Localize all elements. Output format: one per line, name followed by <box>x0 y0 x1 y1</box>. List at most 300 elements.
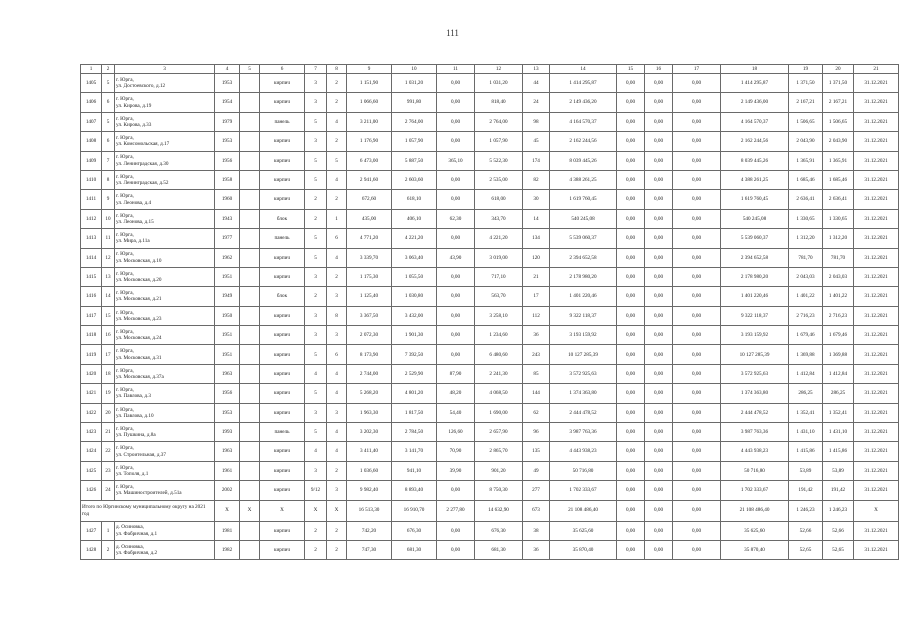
table-cell: 1 412,84 <box>789 364 823 383</box>
row-index-cell: 22 <box>102 442 115 461</box>
table-cell: 1 312,20 <box>789 229 823 248</box>
table-cell: 0,00 <box>673 403 721 422</box>
table-cell: 0,00 <box>673 190 721 209</box>
table-cell: 0,00 <box>645 170 673 189</box>
total-cell: Х <box>305 500 327 521</box>
table-cell: 0,00 <box>673 151 721 170</box>
table-cell: 0,00 <box>645 93 673 112</box>
table-cell <box>240 403 260 422</box>
table-cell: 31.12.2021 <box>854 345 899 364</box>
table-cell: 4 164 570,37 <box>550 112 617 131</box>
address-street: ул. Кирова, д.19 <box>116 102 152 109</box>
row-index-cell: 19 <box>102 384 115 403</box>
table-cell: 1993 <box>215 423 240 442</box>
row-index-cell: 15 <box>102 306 115 325</box>
table-cell: 1 312,20 <box>823 229 854 248</box>
table-cell: 36 <box>523 540 550 559</box>
table-cell: 5 <box>305 112 327 131</box>
address-locality: г. Юрга, <box>116 348 134 355</box>
table-cell: 818,40 <box>475 93 523 112</box>
table-cell: 540 245,08 <box>550 209 617 228</box>
row-index-cell: 11 <box>102 229 115 248</box>
address-cell <box>115 540 215 559</box>
table-cell: 1954 <box>215 93 240 112</box>
table-cell: 1951 <box>215 326 240 345</box>
address-cell <box>115 423 215 442</box>
table-cell: 1 679,46 <box>789 326 823 345</box>
table-cell: 1960 <box>215 190 240 209</box>
table-cell: кирпич <box>260 540 305 559</box>
table-cell: 14 <box>523 209 550 228</box>
table-cell: 3 193 159,92 <box>550 326 617 345</box>
table-cell: 4 443 938,23 <box>721 442 789 461</box>
table-cell: 53,89 <box>823 461 854 480</box>
row-number-cell: 1407 <box>81 112 102 131</box>
table-cell: 1 175,30 <box>347 267 392 286</box>
table-cell: 0,00 <box>617 74 645 93</box>
table-cell <box>240 132 260 151</box>
table-cell: 0,00 <box>437 345 475 364</box>
table-cell: 0,00 <box>437 326 475 345</box>
table-cell: 1 690,00 <box>475 403 523 422</box>
table-cell: 286,25 <box>789 384 823 403</box>
table-cell: 2 <box>327 93 347 112</box>
address-cell <box>115 345 215 364</box>
table-cell: 0,00 <box>645 326 673 345</box>
table-cell: 87,90 <box>437 364 475 383</box>
table-cell: 3 211,00 <box>347 112 392 131</box>
address-locality: г. Юрга, <box>116 328 134 335</box>
table-cell: 2 <box>327 267 347 286</box>
table-cell: 3 141,70 <box>392 442 437 461</box>
address-street: ул. Фабричная, д.2 <box>116 550 158 557</box>
row-number-cell: 1415 <box>81 267 102 286</box>
row-index-cell: 20 <box>102 403 115 422</box>
table-cell: 0,00 <box>617 209 645 228</box>
table-cell: 0,00 <box>437 287 475 306</box>
total-cell: Х <box>260 500 305 521</box>
table-cell: 0,00 <box>617 248 645 267</box>
row-index-cell: 14 <box>102 287 115 306</box>
table-cell: кирпич <box>260 384 305 403</box>
row-number-cell: 1409 <box>81 151 102 170</box>
address-locality: г. Юрга, <box>116 290 134 297</box>
table-cell: 1 371,50 <box>823 74 854 93</box>
table-cell: 0,00 <box>673 287 721 306</box>
column-number: 10 <box>392 65 437 74</box>
table-cell: 0,00 <box>617 306 645 325</box>
row-number-cell: 1406 <box>81 93 102 112</box>
address-street: ул. Леонова, д.4 <box>116 199 152 206</box>
table-cell: 3 <box>327 481 347 500</box>
table-cell: 1 374 363,80 <box>550 384 617 403</box>
table-cell: 126,60 <box>437 423 475 442</box>
table-cell: 1 365,91 <box>789 151 823 170</box>
table-cell: 2 603,60 <box>392 170 437 189</box>
table-cell: 1977 <box>215 229 240 248</box>
table-cell: 31.12.2021 <box>854 190 899 209</box>
table-cell: 0,00 <box>645 209 673 228</box>
table-cell: 4 164 570,37 <box>721 112 789 131</box>
table-cell: 0,00 <box>645 248 673 267</box>
row-number-cell: 1417 <box>81 306 102 325</box>
table-cell: 1 031,20 <box>392 74 437 93</box>
table-cell: 0,00 <box>617 132 645 151</box>
table-cell: 1 619 760,45 <box>550 190 617 209</box>
address-street: ул. Московская, д.21 <box>116 296 162 303</box>
table-cell: 1 352,41 <box>789 403 823 422</box>
table-cell: 8 750,30 <box>475 481 523 500</box>
table-cell: 0,00 <box>617 345 645 364</box>
table-cell: 2 043,03 <box>789 267 823 286</box>
column-number: 9 <box>347 65 392 74</box>
address-locality: г. Юрга, <box>116 115 134 122</box>
table-cell: 0,00 <box>673 423 721 442</box>
table-cell <box>240 423 260 442</box>
table-cell: 0,00 <box>437 93 475 112</box>
table-cell: 0,00 <box>617 190 645 209</box>
table-cell: 2 241,30 <box>475 364 523 383</box>
address-cell <box>115 248 215 267</box>
table-cell: 4 <box>305 364 327 383</box>
table-cell: 31.12.2021 <box>854 540 899 559</box>
table-cell: 35 870,40 <box>550 540 617 559</box>
table-cell: 3 258,10 <box>475 306 523 325</box>
table-cell: 747,30 <box>347 540 392 559</box>
table-cell: 8 039 445,26 <box>550 151 617 170</box>
table-cell: 0,00 <box>437 112 475 131</box>
row-number-cell: 1427 <box>81 521 102 540</box>
table-cell: 1963 <box>215 364 240 383</box>
table-cell: 45 <box>523 132 550 151</box>
table-cell: 243 <box>523 345 550 364</box>
table-cell: 0,00 <box>617 93 645 112</box>
address-locality: г. Юрга, <box>116 96 134 103</box>
table-cell <box>240 93 260 112</box>
column-number: 17 <box>673 65 721 74</box>
address-cell <box>115 442 215 461</box>
row-number-cell: 1426 <box>81 481 102 500</box>
table-cell <box>240 326 260 345</box>
table-cell: 4 388 261,25 <box>721 170 789 189</box>
table-cell: 2 394 652,58 <box>721 248 789 267</box>
table-cell: 681,30 <box>475 540 523 559</box>
table-cell: 1943 <box>215 209 240 228</box>
column-number: 21 <box>854 65 899 74</box>
table-cell: 30 <box>523 190 550 209</box>
column-number: 6 <box>260 65 305 74</box>
table-cell: 35 625,60 <box>550 521 617 540</box>
table-cell: 0,00 <box>437 481 475 500</box>
total-cell: Х <box>240 500 260 521</box>
table-cell: кирпич <box>260 93 305 112</box>
table-cell: 9 982,40 <box>347 481 392 500</box>
table-cell: 0,00 <box>617 540 645 559</box>
table-row <box>81 74 899 93</box>
total-cell: 0,00 <box>645 500 673 521</box>
table-cell: 0,00 <box>437 132 475 151</box>
table-cell: 0,00 <box>645 151 673 170</box>
row-number-cell: 1405 <box>81 74 102 93</box>
table-cell: 4 <box>327 442 347 461</box>
table-cell: 31.12.2021 <box>854 287 899 306</box>
table-cell: 0,00 <box>617 151 645 170</box>
table-cell: 0,00 <box>645 521 673 540</box>
table-row <box>81 267 899 286</box>
table-cell: 618,10 <box>392 190 437 209</box>
address-street: ул. Комсомольская, д.17 <box>116 141 170 148</box>
address-cell <box>115 112 215 131</box>
table-cell: 4 221,20 <box>392 229 437 248</box>
table-cell: 4 221,20 <box>475 229 523 248</box>
address-locality: д. Осиновка, <box>116 543 144 550</box>
table-cell: 0,00 <box>617 170 645 189</box>
table-cell: 31.12.2021 <box>854 112 899 131</box>
table-cell: 2 043,90 <box>789 132 823 151</box>
table-row <box>81 423 899 442</box>
table-cell: 70,90 <box>437 442 475 461</box>
table-cell: 0,00 <box>673 521 721 540</box>
table-cell: 0,00 <box>645 345 673 364</box>
table-cell: 2 162 244,56 <box>721 132 789 151</box>
table-cell <box>240 521 260 540</box>
table-cell: 3 202,30 <box>347 423 392 442</box>
table-cell: 3 339,70 <box>347 248 392 267</box>
table-cell: 31.12.2021 <box>854 403 899 422</box>
table-cell: 1 506,65 <box>789 112 823 131</box>
table-row <box>81 112 899 131</box>
table-cell: 3 019,00 <box>475 248 523 267</box>
table-cell: 0,00 <box>437 306 475 325</box>
total-cell: 16 910,70 <box>392 500 437 521</box>
table-cell: 52,65 <box>789 540 823 559</box>
table-cell: 6 480,60 <box>475 345 523 364</box>
table-cell: 31.12.2021 <box>854 151 899 170</box>
table-cell: 135 <box>523 442 550 461</box>
table-cell: 31.12.2021 <box>854 442 899 461</box>
address-locality: г. Юрга, <box>116 484 134 491</box>
table-cell: 0,00 <box>617 112 645 131</box>
table-cell: 5 <box>305 151 327 170</box>
table-cell: 3 <box>327 403 347 422</box>
table-cell: 0,00 <box>617 461 645 480</box>
row-number-cell: 1421 <box>81 384 102 403</box>
row-index-cell: 1 <box>102 521 115 540</box>
table-cell: 3 <box>305 326 327 345</box>
table-cell: 2 162 244,56 <box>550 132 617 151</box>
table-cell: 17 <box>523 287 550 306</box>
column-number: 13 <box>523 65 550 74</box>
address-cell <box>115 267 215 286</box>
table-cell: 2 <box>305 287 327 306</box>
table-cell: 3 411,40 <box>347 442 392 461</box>
table-cell: 4 <box>327 384 347 403</box>
table-cell: кирпич <box>260 364 305 383</box>
table-cell <box>240 190 260 209</box>
table-cell: 1 817,50 <box>392 403 437 422</box>
table-cell <box>240 267 260 286</box>
table-cell: 563,70 <box>475 287 523 306</box>
table-cell: кирпич <box>260 248 305 267</box>
table-cell: 0,00 <box>437 190 475 209</box>
address-street: ул. Фабричная, д.1 <box>116 530 158 537</box>
column-number: 7 <box>305 65 327 74</box>
address-locality: г. Юрга, <box>116 212 134 219</box>
table-cell: 35 625,60 <box>721 521 789 540</box>
table-cell: 2 716,23 <box>789 306 823 325</box>
address-cell <box>115 384 215 403</box>
table-cell: 0,00 <box>437 229 475 248</box>
table-body <box>81 65 899 560</box>
table-cell: 2 043,90 <box>823 132 854 151</box>
address-street: ул. Московская, д.20 <box>116 277 162 284</box>
column-number: 14 <box>550 65 617 74</box>
table-cell: 4 <box>327 364 347 383</box>
table-cell: 0,00 <box>617 442 645 461</box>
table-cell: 2 <box>327 190 347 209</box>
table-cell: 31.12.2021 <box>854 93 899 112</box>
table-cell: 0,00 <box>437 74 475 93</box>
address-cell <box>115 326 215 345</box>
table-cell: 540 245,08 <box>721 209 789 228</box>
table-cell: 0,00 <box>645 190 673 209</box>
table-cell: 50 716,80 <box>721 461 789 480</box>
table-cell <box>240 481 260 500</box>
table-cell: 1961 <box>215 461 240 480</box>
address-cell <box>115 521 215 540</box>
table-cell: 0,00 <box>645 112 673 131</box>
table-cell: 991,80 <box>392 93 437 112</box>
table-cell: 52,66 <box>789 521 823 540</box>
address-cell <box>115 481 215 500</box>
table-cell: 2 043,03 <box>823 267 854 286</box>
address-cell <box>115 461 215 480</box>
table-cell: 31.12.2021 <box>854 248 899 267</box>
table-cell: 2 <box>327 132 347 151</box>
table-cell: кирпич <box>260 132 305 151</box>
table-cell: 1953 <box>215 132 240 151</box>
column-number-row <box>81 65 899 74</box>
table-row <box>81 132 899 151</box>
address-street: ул. Павлова, д.10 <box>116 412 154 419</box>
table-cell <box>240 151 260 170</box>
table-cell: 4 <box>327 248 347 267</box>
column-number: 2 <box>102 65 115 74</box>
row-index-cell: 5 <box>102 74 115 93</box>
table-cell: 191,42 <box>823 481 854 500</box>
table-cell: кирпич <box>260 190 305 209</box>
table-cell: 4 771,20 <box>347 229 392 248</box>
address-locality: г. Юрга, <box>116 135 134 142</box>
table-cell: 53,89 <box>789 461 823 480</box>
table-cell: 681,30 <box>392 540 437 559</box>
table-cell: 0,00 <box>645 229 673 248</box>
table-cell: 2 167,21 <box>789 93 823 112</box>
total-cell: 14 632,90 <box>475 500 523 521</box>
table-row <box>81 442 899 461</box>
table-cell: 4 <box>327 170 347 189</box>
table-cell: 96 <box>523 423 550 442</box>
table-cell: 3 432,00 <box>392 306 437 325</box>
table-cell: 2 <box>327 461 347 480</box>
table-cell: 3 <box>305 461 327 480</box>
row-number-cell: 1423 <box>81 423 102 442</box>
table-cell: 5 539 060,37 <box>550 229 617 248</box>
address-street: ул. Машиностроителей, д.51а <box>116 490 182 497</box>
table-cell: 4 <box>327 423 347 442</box>
table-cell: 0,00 <box>673 248 721 267</box>
table-cell: 1 702 333,67 <box>550 481 617 500</box>
table-cell: 1 330,65 <box>823 209 854 228</box>
row-number-cell: 1418 <box>81 326 102 345</box>
table-cell: 3 572 925,63 <box>550 364 617 383</box>
table-row <box>81 384 899 403</box>
table-cell <box>240 229 260 248</box>
table-cell: 0,00 <box>673 267 721 286</box>
table-row <box>81 229 899 248</box>
table-cell: 3 987 763,36 <box>550 423 617 442</box>
table-cell: 98 <box>523 112 550 131</box>
total-cell: 1 246,23 <box>789 500 823 521</box>
column-number: 12 <box>475 65 523 74</box>
table-cell: 5 <box>305 170 327 189</box>
table-cell: 1 685,46 <box>823 170 854 189</box>
row-index-cell: 10 <box>102 209 115 228</box>
table-cell: 24 <box>523 93 550 112</box>
row-index-cell: 18 <box>102 364 115 383</box>
row-index-cell: 16 <box>102 326 115 345</box>
table-cell: 0,00 <box>645 384 673 403</box>
table-cell: 0,00 <box>673 229 721 248</box>
table-cell: 174 <box>523 151 550 170</box>
row-number-cell: 1428 <box>81 540 102 559</box>
table-cell: 31.12.2021 <box>854 74 899 93</box>
table-cell: 52,66 <box>823 521 854 540</box>
table-cell: 31.12.2021 <box>854 209 899 228</box>
table-cell: 31.12.2021 <box>854 170 899 189</box>
table-cell: 2 <box>327 540 347 559</box>
table-cell: кирпич <box>260 326 305 345</box>
table-cell <box>240 345 260 364</box>
table-row <box>81 540 899 559</box>
row-number-cell: 1419 <box>81 345 102 364</box>
table-cell: 676,30 <box>392 521 437 540</box>
row-number-cell: 1422 <box>81 403 102 422</box>
table-cell: 2 784,50 <box>392 423 437 442</box>
table-cell: 1 401 220,46 <box>550 287 617 306</box>
address-locality: г. Юрга, <box>116 193 134 200</box>
table-cell: 2 636,41 <box>823 190 854 209</box>
table-cell: 49 <box>523 461 550 480</box>
table-cell: кирпич <box>260 170 305 189</box>
table-cell: кирпич <box>260 442 305 461</box>
row-number-cell: 1412 <box>81 209 102 228</box>
table-cell: 1 036,60 <box>347 461 392 480</box>
total-row <box>81 500 899 521</box>
table-row <box>81 151 899 170</box>
table-cell: 1 431,10 <box>823 423 854 442</box>
table-cell: 1 506,65 <box>823 112 854 131</box>
row-index-cell: 2 <box>102 540 115 559</box>
row-number-cell: 1416 <box>81 287 102 306</box>
table-cell: 52,65 <box>823 540 854 559</box>
table-cell: 2 072,30 <box>347 326 392 345</box>
table-cell: 1 234,60 <box>475 326 523 345</box>
row-number-cell: 1425 <box>81 461 102 480</box>
column-number: 16 <box>645 65 673 74</box>
table-cell: 717,10 <box>475 267 523 286</box>
table-cell: 435,00 <box>347 209 392 228</box>
